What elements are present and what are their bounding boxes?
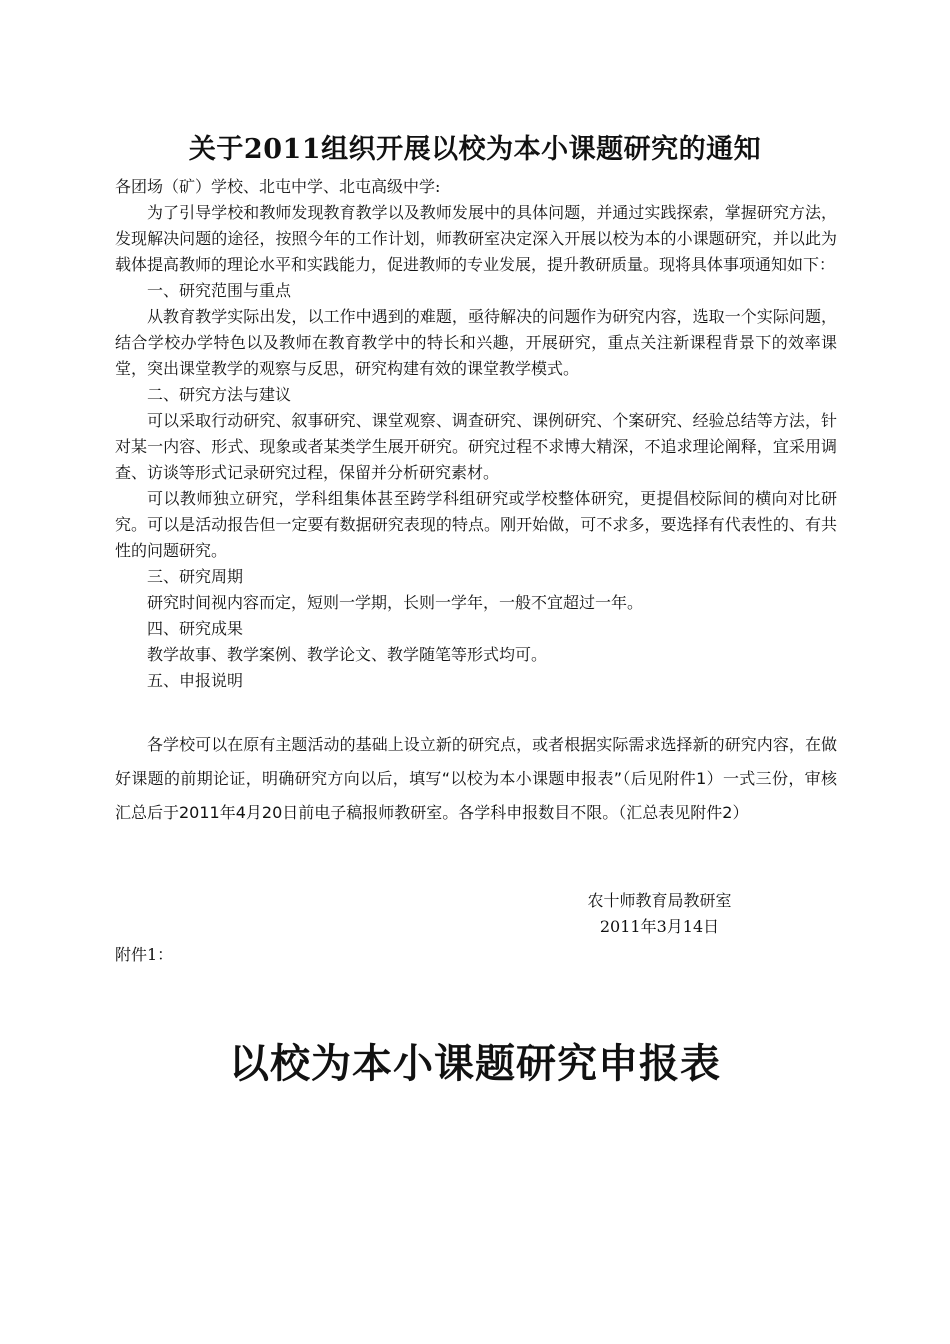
salutation: 各团场（矿）学校、北屯中学、北屯高级中学: [115, 177, 441, 196]
intro-paragraph: 为了引导学校和教师发现教育教学以及教师发展中的具体问题，并通过实践探索，掌握研究方法，发现解决问题的途径，按照今年的工作计划，师教研室决定深入开展以校为本的小课题研究，并以此为载体提高教师的理论水平和实践能力，促进教师的专业发展，提升教研质量。现将具体事项通知如下： [115, 203, 837, 274]
section-5-paragraph: 各学校可以在原有主题活动的基础上设立新的研究点，或者根据实际需求选择新的研究内容，在做好课题的前期论证，明确研究方向以后，填写“以校为本小课题申报表”（后见附件1）一式三份，审核汇总后于2011年4月20日前电子稿报师教研室。各学科申报数目不限。（汇总表见附件2） [115, 735, 837, 822]
notice-title: 关于2011组织开展以校为本小课题研究的通知 [188, 134, 762, 165]
section-2-paragraph-1: 可以采取行动研究、叙事研究、课堂观察、调查研究、课例研究、个案研究、经验总结等方法，针对某一内容、形式、现象或者某类学生展开研究。研究过程不求博大精深，不追求理论阐释，宜采用调查、访谈等形式记录研究过程，保留并分析研究素材。 [115, 411, 837, 482]
section-2-heading: 二、研究方法与建议 [147, 385, 292, 404]
section-3-heading: 三、研究周期 [147, 567, 244, 586]
attachment-label: 附件1： [115, 945, 174, 964]
section-1-heading: 一、研究范围与重点 [147, 281, 292, 300]
form-title: 以校为本小课题研究申报表 [229, 1040, 721, 1087]
section-4-heading: 四、研究成果 [147, 619, 244, 638]
section-4-paragraph: 教学故事、教学案例、教学论文、教学随笔等形式均可。 [147, 645, 548, 664]
notice-body [115, 174, 837, 694]
signature-block [572, 888, 747, 940]
issue-date: 2011年3月14日 [599, 917, 720, 936]
section-2-paragraph-2: 可以教师独立研究，学科组集体甚至跨学科组研究或学校整体研究，更提倡校际间的横向对比研究。可以是活动报告但一定要有数据研究表现的特点。刚开始做，可不求多，要选择有代表性的、有共性的问题研究。 [115, 489, 837, 560]
section-1-paragraph: 从教育教学实际出发，以工作中遇到的难题，亟待解决的问题作为研究内容，选取一个实际问题，结合学校办学特色以及教师在教育教学中的特长和兴趣，开展研究，重点关注新课程背景下的效率课堂，突出课堂教学的观察与反思，研究构建有效的课堂教学模式。 [115, 307, 837, 378]
section-5-heading: 五、申报说明 [147, 671, 244, 690]
section-3-paragraph: 研究时间视内容而定，短则一学期，长则一学年，一般不宜超过一年。 [147, 593, 644, 612]
section-5-body [115, 728, 837, 830]
issuer-name: 农十师教育局教研室 [587, 891, 732, 910]
